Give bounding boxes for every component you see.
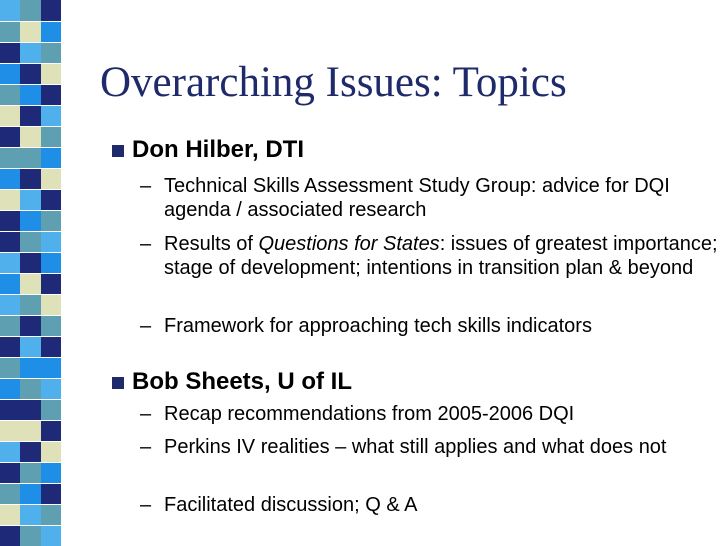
slide-title: Overarching Issues: Topics — [100, 59, 567, 106]
sub-bullet-item — [164, 436, 720, 460]
stripe-separator — [0, 462, 61, 463]
stripe-block — [20, 84, 41, 105]
stripe-block — [41, 378, 61, 399]
stripe-block — [41, 315, 61, 336]
stripe-block — [20, 441, 41, 462]
stripe-block — [20, 420, 41, 441]
stripe-block — [20, 21, 41, 42]
stripe-separator — [0, 525, 61, 526]
stripe-block — [20, 231, 41, 252]
stripe-separator — [0, 210, 61, 211]
stripe-block — [0, 21, 20, 42]
stripe-block — [41, 399, 61, 420]
stripe-separator — [0, 441, 61, 442]
stripe-block — [20, 399, 41, 420]
stripe-block — [20, 168, 41, 189]
stripe-block — [41, 273, 61, 294]
stripe-block — [41, 525, 61, 546]
stripe-block — [0, 126, 20, 147]
stripe-separator — [0, 273, 61, 274]
stripe-block — [0, 273, 20, 294]
stripe-block — [0, 336, 20, 357]
text-run: Technical Skills Assessment Study Group: advice for DQI agenda / associated research — [164, 175, 670, 221]
stripe-block — [0, 0, 20, 21]
stripe-separator — [0, 252, 61, 253]
stripe-separator — [0, 42, 61, 43]
stripe-separator — [0, 504, 61, 505]
stripe-block — [0, 42, 20, 63]
decorative-stripe — [0, 0, 61, 540]
stripe-block — [0, 84, 20, 105]
stripe-block — [41, 252, 61, 273]
italic-text: Questions for States — [258, 233, 440, 255]
stripe-separator — [0, 126, 61, 127]
stripe-block — [20, 210, 41, 231]
stripe-block — [0, 378, 20, 399]
stripe-separator — [0, 189, 61, 190]
text-run: Framework for approaching tech skills indicators — [164, 315, 592, 337]
section-heading: Bob Sheets, U of IL — [132, 368, 353, 395]
stripe-block — [20, 462, 41, 483]
stripe-block — [20, 315, 41, 336]
stripe-block — [20, 525, 41, 546]
stripe-separator — [0, 147, 61, 148]
stripe-block — [0, 294, 20, 315]
stripe-block — [41, 210, 61, 231]
stripe-separator — [0, 420, 61, 421]
stripe-block — [41, 0, 61, 21]
stripe-block — [41, 462, 61, 483]
stripe-separator — [0, 63, 61, 64]
stripe-block — [20, 0, 41, 21]
stripe-block — [0, 357, 20, 378]
sub-bullet-item — [164, 175, 720, 222]
stripe-separator — [0, 378, 61, 379]
sub-bullet-item — [164, 315, 720, 339]
stripe-block — [41, 147, 61, 168]
sub-bullet-item — [164, 494, 720, 518]
stripe-block — [20, 336, 41, 357]
stripe-block — [20, 378, 41, 399]
text-run: Results of — [164, 233, 259, 255]
stripe-block — [0, 210, 20, 231]
text-run: Recap recommendations from 2005-2006 DQI — [164, 403, 575, 425]
stripe-block — [41, 42, 61, 63]
stripe-block — [20, 189, 41, 210]
stripe-separator — [0, 168, 61, 169]
stripe-block — [41, 441, 61, 462]
stripe-block — [41, 126, 61, 147]
stripe-separator — [0, 84, 61, 85]
stripe-block — [20, 483, 41, 504]
stripe-block — [41, 231, 61, 252]
stripe-block — [0, 168, 20, 189]
stripe-separator — [0, 315, 61, 316]
dash-icon: – — [140, 315, 152, 337]
stripe-block — [41, 189, 61, 210]
stripe-block — [0, 231, 20, 252]
stripe-block — [0, 147, 20, 168]
stripe-block — [41, 420, 61, 441]
section-heading: Don Hilber, DTI — [132, 136, 305, 163]
stripe-block — [20, 147, 41, 168]
text-run: : issues of greatest importance; stage of development; intentions in transition plan & beyond — [164, 233, 718, 279]
stripe-block — [0, 441, 20, 462]
stripe-block — [20, 273, 41, 294]
stripe-block — [0, 315, 20, 336]
stripe-block — [20, 252, 41, 273]
sub-bullet-item — [164, 233, 720, 280]
stripe-block — [20, 294, 41, 315]
dash-icon: – — [140, 494, 152, 516]
stripe-block — [0, 504, 20, 525]
stripe-block — [41, 294, 61, 315]
stripe-block — [41, 63, 61, 84]
stripe-block — [41, 168, 61, 189]
stripe-block — [41, 336, 61, 357]
stripe-block — [0, 189, 20, 210]
stripe-separator — [0, 399, 61, 400]
stripe-separator — [0, 21, 61, 22]
stripe-separator — [0, 483, 61, 484]
stripe-separator — [0, 357, 61, 358]
text-run: Facilitated discussion; Q & A — [164, 494, 418, 516]
stripe-block — [20, 105, 41, 126]
square-bullet-icon — [112, 377, 124, 389]
stripe-separator — [0, 336, 61, 337]
stripe-block — [41, 21, 61, 42]
stripe-block — [41, 357, 61, 378]
stripe-block — [20, 63, 41, 84]
stripe-separator — [0, 294, 61, 295]
text-run: Perkins IV realities – what still applies and what does not — [164, 436, 667, 458]
stripe-separator — [0, 105, 61, 106]
stripe-block — [41, 483, 61, 504]
stripe-block — [20, 357, 41, 378]
stripe-block — [0, 483, 20, 504]
stripe-block — [20, 126, 41, 147]
stripe-block — [41, 504, 61, 525]
stripe-block — [20, 504, 41, 525]
stripe-block — [0, 399, 20, 420]
dash-icon: – — [140, 403, 152, 425]
stripe-block — [0, 525, 20, 546]
stripe-block — [0, 252, 20, 273]
stripe-block — [41, 105, 61, 126]
stripe-block — [0, 420, 20, 441]
stripe-block — [0, 105, 20, 126]
stripe-block — [0, 462, 20, 483]
stripe-block — [0, 63, 20, 84]
square-bullet-icon — [112, 145, 124, 157]
stripe-block — [41, 84, 61, 105]
stripe-block — [20, 42, 41, 63]
dash-icon: – — [140, 436, 152, 458]
dash-icon: – — [140, 175, 152, 197]
dash-icon: – — [140, 233, 152, 255]
sub-bullet-item — [164, 403, 720, 427]
stripe-separator — [0, 231, 61, 232]
